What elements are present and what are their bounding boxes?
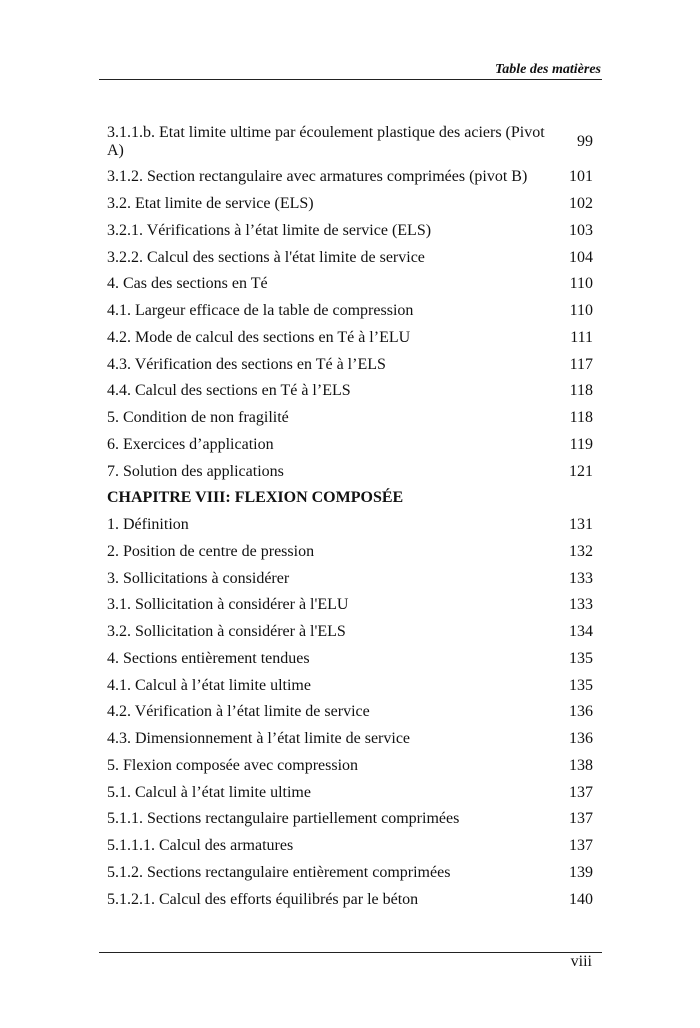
toc-chapter-heading xyxy=(107,485,593,512)
toc-entry-page: 118 xyxy=(569,409,593,427)
header-rule xyxy=(99,79,602,80)
toc-entry-page: 131 xyxy=(569,516,593,534)
toc-entry xyxy=(107,512,593,539)
toc-entry xyxy=(107,539,593,566)
toc-entry-title: 5.1.1. Sections rectangulaire partiellement comprimées xyxy=(107,810,460,828)
toc-entry-title: CHAPITRE VIII: FLEXION COMPOSÉE xyxy=(107,489,404,507)
toc-entry-page: 139 xyxy=(569,863,593,881)
toc-entry xyxy=(107,325,593,352)
table-of-contents xyxy=(107,119,593,913)
toc-entry-title: 5.1. Calcul à l’état limite ultime xyxy=(107,783,311,801)
toc-entry-page: 137 xyxy=(569,810,593,828)
toc-entry-title: 4.2. Vérification à l’état limite de service xyxy=(107,703,370,721)
page-number: viii xyxy=(570,953,592,970)
toc-entry-page: 135 xyxy=(569,649,593,667)
toc-entry xyxy=(107,458,593,485)
toc-entry-title: 4.3. Dimensionnement à l’état limite de service xyxy=(107,730,411,748)
toc-entry xyxy=(107,619,593,646)
toc-entry xyxy=(107,164,593,191)
toc-entry-page: 118 xyxy=(569,382,593,400)
toc-entry-title: 5. Condition de non fragilité xyxy=(107,409,289,427)
toc-entry-title: 7. Solution des applications xyxy=(107,462,284,480)
toc-entry-page: 110 xyxy=(569,302,593,320)
toc-entry-title: 6. Exercices d’application xyxy=(107,435,274,453)
toc-entry xyxy=(107,646,593,673)
toc-entry-page: 133 xyxy=(569,569,593,587)
toc-entry xyxy=(107,860,593,887)
toc-entry-title: 3.2.1. Vérifications à l’état limite de service (ELS) xyxy=(107,221,432,239)
toc-entry xyxy=(107,351,593,378)
toc-entry-page: 117 xyxy=(569,355,593,373)
toc-entry xyxy=(107,244,593,271)
toc-entry xyxy=(107,378,593,405)
toc-entry xyxy=(107,806,593,833)
toc-entry-page: 99 xyxy=(577,132,593,150)
toc-entry-title: 5. Flexion composée avec compression xyxy=(107,756,359,774)
footer-rule xyxy=(99,952,602,953)
toc-entry xyxy=(107,298,593,325)
toc-entry-title: 3.1. Sollicitation à considérer à l'ELU xyxy=(107,596,349,614)
toc-entry-title: 3.2.2. Calcul des sections à l'état limite de service xyxy=(107,248,425,266)
toc-entry-title: 4.2. Mode de calcul des sections en Té à l’ELU xyxy=(107,328,411,346)
toc-entry-page: 135 xyxy=(569,676,593,694)
toc-entry-title: 3.2. Sollicitation à considérer à l'ELS xyxy=(107,623,346,641)
toc-entry xyxy=(107,753,593,780)
toc-entry-title: 4.3. Vérification des sections en Té à l’ELS xyxy=(107,355,386,373)
toc-entry-page: 102 xyxy=(569,195,593,213)
toc-entry xyxy=(107,405,593,432)
toc-entry-title: 3. Sollicitations à considérer xyxy=(107,569,290,587)
toc-entry xyxy=(107,191,593,218)
toc-entry-page: 103 xyxy=(569,221,593,239)
toc-entry xyxy=(107,779,593,806)
toc-entry-page: 110 xyxy=(569,275,593,293)
toc-entry xyxy=(107,833,593,860)
toc-entry-title: 4.1. Calcul à l’état limite ultime xyxy=(107,676,311,694)
toc-entry-title: 3.1.1.b. Etat limite ultime par écoulement plastique des aciers (Pivot A) xyxy=(107,123,545,159)
toc-entry-page: 111 xyxy=(570,328,593,346)
toc-entry-title: 5.1.2. Sections rectangulaire entièrement comprimées xyxy=(107,863,451,881)
toc-entry xyxy=(107,218,593,245)
toc-entry-title: 3.2. Etat limite de service (ELS) xyxy=(107,195,314,213)
toc-entry-page: 137 xyxy=(569,783,593,801)
toc-entry-page: 134 xyxy=(569,623,593,641)
toc-entry xyxy=(107,271,593,298)
toc-entry-page: 101 xyxy=(569,168,593,186)
toc-entry-title: 5.1.2.1. Calcul des efforts équilibrés par le béton xyxy=(107,890,419,908)
toc-entry xyxy=(107,565,593,592)
running-header-title: Table des matières xyxy=(494,62,601,77)
toc-entry-title: 2. Position de centre de pression xyxy=(107,542,315,560)
toc-entry xyxy=(107,886,593,913)
toc-entry-page: 104 xyxy=(569,248,593,266)
toc-entry-title: 4.1. Largeur efficace de la table de compression xyxy=(107,302,414,320)
toc-entry-title: 1. Définition xyxy=(107,516,189,534)
toc-entry-title: 4. Cas des sections en Té xyxy=(107,275,268,293)
toc-entry-page: 136 xyxy=(569,703,593,721)
toc-entry-title: 5.1.1.1. Calcul des armatures xyxy=(107,837,294,855)
toc-entry xyxy=(107,699,593,726)
toc-entry xyxy=(107,432,593,459)
toc-entry-page: 138 xyxy=(569,756,593,774)
toc-entry xyxy=(107,672,593,699)
toc-entry-page: 140 xyxy=(569,890,593,908)
toc-entry-page: 132 xyxy=(569,542,593,560)
toc-entry-title: 4.4. Calcul des sections en Té à l’ELS xyxy=(107,382,351,400)
toc-entry xyxy=(107,592,593,619)
toc-entry-title: 4. Sections entièrement tendues xyxy=(107,649,310,667)
toc-entry-page: 133 xyxy=(569,596,593,614)
toc-entry-title: 3.1.2. Section rectangulaire avec armatures comprimées (pivot B) xyxy=(107,168,528,186)
toc-entry xyxy=(107,119,593,164)
toc-entry xyxy=(107,726,593,753)
toc-entry-page: 119 xyxy=(569,435,593,453)
toc-entry-page: 137 xyxy=(569,837,593,855)
toc-entry-page: 121 xyxy=(569,462,593,480)
toc-entry-page: 136 xyxy=(569,730,593,748)
